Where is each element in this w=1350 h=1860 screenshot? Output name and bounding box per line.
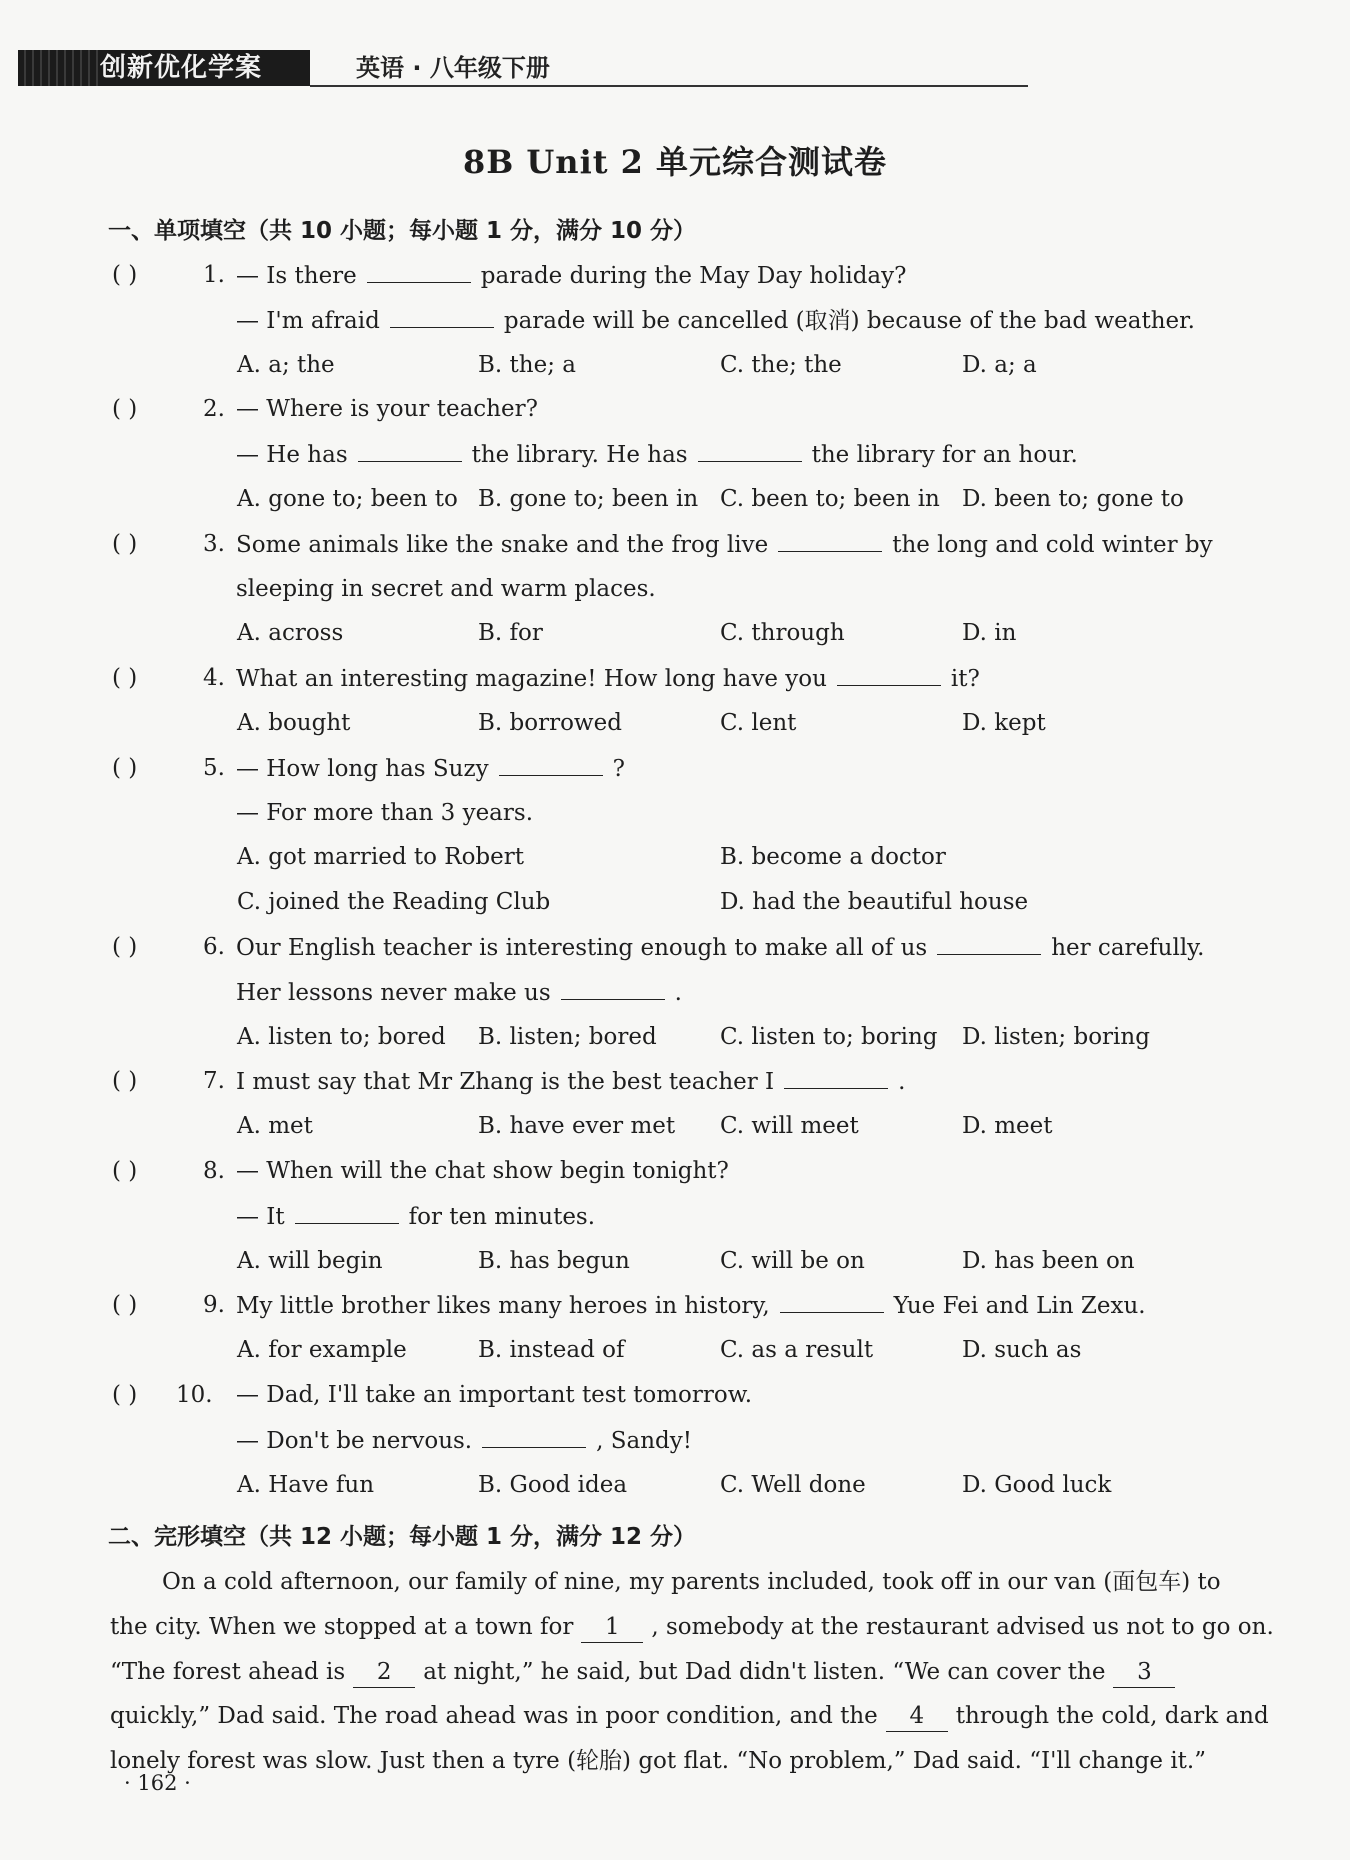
question-text: Yue Fei and Lin Zexu.: [893, 1293, 1146, 1320]
option-c: C. through: [720, 620, 845, 647]
question-number: 1.: [203, 262, 225, 288]
section1-heading: 一、单项填空（共 10 小题；每小题 1 分，满分 10 分）: [108, 218, 697, 244]
answer-paren: ( ): [112, 665, 138, 692]
question-text: What an interesting magazine! How long have you: [236, 666, 827, 693]
answer-blank: [367, 258, 471, 283]
answer-blank: [698, 437, 802, 462]
option-d: D. listen; boring: [962, 1023, 1150, 1050]
header-rule: [310, 85, 1028, 87]
paragraph-text: On a cold afternoon, our family of nine, my parents included, took off in our van (面包车) to: [162, 1569, 1221, 1595]
question-text: for ten minutes.: [408, 1203, 596, 1230]
option-d: D. has been on: [962, 1247, 1135, 1274]
paragraph-text: lonely forest was slow. Just then a tyre (轮胎) got flat. “No problem,” Dad said. “I'll change it.”: [110, 1748, 1206, 1775]
option-c: C. lent: [720, 710, 797, 736]
option-a: A. met: [237, 1113, 313, 1140]
answer-blank: [561, 975, 665, 1000]
question-number: 3.: [203, 530, 225, 557]
option-d: D. such as: [962, 1337, 1082, 1364]
question-text: ?: [612, 755, 625, 782]
option-a: A. across: [237, 620, 344, 647]
paragraph-line: [110, 1610, 1274, 1644]
answer-blank: [358, 437, 462, 462]
cloze-blank: 3: [1113, 1657, 1175, 1688]
question-line: [236, 930, 1204, 965]
section2-heading: 二、完形填空（共 12 小题；每小题 1 分，满分 12 分）: [108, 1524, 697, 1550]
question-line: [236, 437, 1078, 472]
answer-blank: [482, 1423, 586, 1448]
answer-blank: [390, 303, 494, 328]
option-a: A. a; the: [237, 351, 335, 378]
answer-blank: [937, 930, 1041, 955]
question-line: [236, 975, 682, 1010]
option-a: A. bought: [237, 710, 351, 736]
option-c: C. the; the: [720, 351, 842, 378]
answer-paren: ( ): [112, 530, 138, 557]
option-a: A. Have fun: [237, 1471, 375, 1498]
option-a: A. listen to; bored: [237, 1023, 446, 1050]
question-text: the library. He has: [471, 442, 688, 469]
question-number: 4.: [203, 665, 225, 692]
question-text: , Sandy!: [596, 1427, 692, 1454]
question-line: [236, 303, 1195, 338]
answer-paren: ( ): [112, 1158, 138, 1184]
question-line: [236, 1199, 595, 1234]
option-a: A. gone to; been to: [237, 486, 458, 512]
question-number: 6.: [203, 934, 225, 960]
answer-paren: ( ): [112, 1382, 138, 1408]
option-b: B. Good idea: [478, 1471, 628, 1498]
question-number: 10.: [176, 1382, 213, 1408]
question-text: — For more than 3 years.: [236, 799, 534, 826]
question-text: Our English teacher is interesting enough to make all of us: [236, 935, 928, 961]
option-a: A. will begin: [237, 1247, 383, 1274]
option-b: B. become a doctor: [720, 844, 946, 871]
cloze-blank: 4: [886, 1701, 948, 1732]
option-b: B. for: [478, 620, 543, 647]
question-number: 5.: [203, 754, 225, 781]
question-text: — It: [236, 1203, 285, 1230]
question-text: sleeping in secret and warm places.: [236, 575, 656, 602]
book-title: 英语 · 八年级下册: [356, 54, 550, 82]
question-line: [236, 1064, 905, 1099]
answer-blank: [784, 1064, 888, 1089]
question-line: [236, 572, 656, 606]
answer-paren: ( ): [112, 262, 138, 288]
option-b: B. gone to; been in: [478, 486, 699, 512]
answer-blank: [780, 1288, 884, 1313]
paragraph-line: [110, 1655, 1210, 1689]
question-text: it?: [950, 666, 980, 693]
question-text: — When will the chat show begin tonight?: [236, 1158, 729, 1184]
option-c: C. will meet: [720, 1113, 859, 1140]
option-d: D. had the beautiful house: [720, 889, 1029, 916]
question-number: 7.: [203, 1068, 225, 1095]
answer-blank: [499, 751, 603, 776]
question-text: the library for an hour.: [811, 442, 1078, 469]
option-c: C. been to; been in: [720, 486, 940, 512]
question-text: parade will be cancelled (取消) because of the bad weather.: [503, 307, 1195, 334]
page-header: [18, 50, 1028, 90]
question-line: [236, 392, 538, 426]
answer-blank: [837, 661, 941, 686]
question-text: the long and cold winter by: [892, 531, 1213, 558]
paragraph-text: quickly,” Dad said. The road ahead was in poor condition, and the: [110, 1703, 878, 1730]
paragraph-text: the city. When we stopped at a town for: [110, 1613, 574, 1640]
option-c: C. as a result: [720, 1337, 874, 1364]
answer-blank: [778, 527, 882, 552]
option-d: D. a; a: [962, 351, 1037, 378]
option-b: B. borrowed: [478, 710, 622, 736]
question-text: parade during the May Day holiday?: [480, 263, 907, 289]
paragraph-line: [110, 1699, 1269, 1733]
option-c: C. listen to; boring: [720, 1023, 938, 1050]
question-text: I must say that Mr Zhang is the best teacher I: [236, 1069, 775, 1096]
option-c: C. joined the Reading Club: [237, 889, 551, 916]
answer-paren: ( ): [112, 754, 138, 781]
option-c: C. will be on: [720, 1247, 865, 1274]
question-line: [236, 1288, 1146, 1323]
answer-blank: [295, 1199, 399, 1224]
question-text: her carefully.: [1051, 935, 1205, 961]
answer-paren: ( ): [112, 1068, 138, 1095]
page-title: 8B Unit 2 单元综合测试卷: [462, 143, 888, 181]
option-b: B. has begun: [478, 1247, 630, 1274]
question-line: [236, 661, 980, 696]
paragraph-text: , somebody at the restaurant advised us not to go on.: [651, 1613, 1274, 1640]
option-d: D. been to; gone to: [962, 486, 1184, 512]
brand-text: 创新优化学案: [100, 53, 263, 83]
option-b: B. the; a: [478, 351, 576, 378]
question-text: — I'm afraid: [236, 307, 380, 334]
paragraph-text: “The forest ahead is: [110, 1658, 346, 1685]
paragraph-text: through the cold, dark and: [955, 1703, 1269, 1730]
cloze-blank: 1: [581, 1612, 643, 1643]
option-d: D. in: [962, 620, 1017, 647]
option-b: B. instead of: [478, 1337, 625, 1364]
question-line: [236, 751, 625, 786]
question-line: [236, 1154, 729, 1188]
paragraph-text: at night,” he said, but Dad didn't listen. “We can cover the: [423, 1658, 1106, 1685]
brand-stripes: [18, 50, 98, 86]
question-text: — Dad, I'll take an important test tomorrow.: [236, 1382, 753, 1408]
question-text: — Don't be nervous.: [236, 1427, 473, 1454]
option-d: D. Good luck: [962, 1471, 1112, 1498]
question-number: 2.: [203, 396, 225, 423]
answer-paren: ( ): [112, 934, 138, 960]
question-text: .: [898, 1069, 906, 1096]
question-line: [236, 1423, 692, 1458]
question-number: 9.: [203, 1292, 225, 1319]
question-text: — Is there: [236, 263, 357, 289]
question-text: Some animals like the snake and the frog live: [236, 531, 769, 558]
question-text: — How long has Suzy: [236, 755, 489, 782]
option-d: D. meet: [962, 1113, 1053, 1140]
question-text: My little brother likes many heroes in history,: [236, 1293, 770, 1320]
question-line: [236, 1378, 752, 1412]
option-a: A. got married to Robert: [237, 844, 525, 871]
answer-paren: ( ): [112, 396, 138, 423]
page-number: · 162 ·: [124, 1771, 191, 1795]
question-text: — Where is your teacher?: [236, 396, 538, 423]
option-a: A. for example: [237, 1337, 407, 1364]
question-line: [236, 796, 533, 830]
question-number: 8.: [203, 1158, 225, 1184]
option-b: B. have ever met: [478, 1113, 676, 1140]
question-line: [236, 258, 906, 293]
question-text: .: [674, 979, 682, 1006]
question-text: Her lessons never make us: [236, 979, 551, 1006]
option-b: B. listen; bored: [478, 1023, 657, 1050]
cloze-blank: 2: [353, 1657, 415, 1688]
paragraph-line: [110, 1744, 1210, 1778]
question-text: — He has: [236, 442, 348, 469]
option-d: D. kept: [962, 710, 1046, 736]
paragraph-line: [162, 1565, 1262, 1599]
option-c: C. Well done: [720, 1471, 866, 1498]
answer-paren: ( ): [112, 1292, 138, 1319]
question-line: [236, 527, 1213, 562]
